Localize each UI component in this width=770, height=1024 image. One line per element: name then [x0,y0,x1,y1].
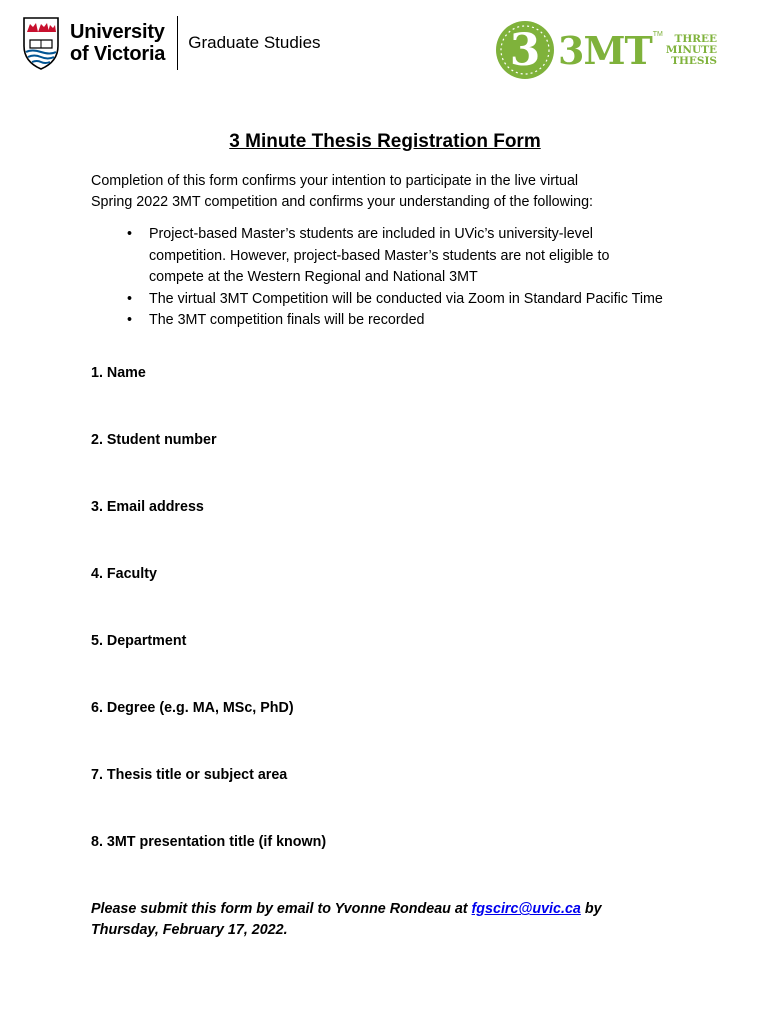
list-item [91,289,711,311]
uvic-wordmark [70,21,165,65]
list-item-line: competition. However, project-based Master’s students are not eligible to [149,247,610,264]
unit-name: Graduate Studies [188,33,321,52]
list-item-line: compete at the Western Regional and National 3MT [149,269,478,285]
instructions-line-1 [91,899,691,920]
form-title: 3 Minute Thesis Registration Form [229,131,541,152]
bullet-icon: • [127,290,133,307]
list-item [91,224,711,289]
deadline-text: Thursday, February 17, 2022. [91,922,288,938]
three-minute-thesis-logo [494,19,717,81]
conditions-list [91,224,711,332]
uvic-name-line2: of Victoria [70,43,166,65]
instructions-text: by [580,901,602,917]
tmt-word: MINUTE [665,43,717,56]
list-item-line: Project-based Master’s students are included in UVic’s university-level [149,226,593,242]
field-label-thesis-title: 7. Thesis title or subject area [91,767,288,783]
list-item [91,310,711,332]
field-label-email: 3. Email address [91,499,204,515]
list-item-line: The virtual 3MT Competition will be conducted via Zoom in Standard Pacific Time [149,290,663,307]
field-label-faculty: 4. Faculty [91,566,157,582]
svg-text:3: 3 [509,25,541,76]
field-label-student-number: 2. Student number [91,432,217,448]
bullet-icon: • [127,226,133,242]
tmt-word: THESIS [671,54,717,67]
tmt-word: THREE [674,32,717,45]
stopwatch-three-icon [494,19,556,81]
logo-divider [177,16,178,70]
intro-line: Spring 2022 3MT competition and confirms your understanding of the following: [91,193,594,210]
tmt-mark-text: 3MT [558,27,652,73]
intro-paragraph [91,171,691,212]
field-label-presentation-title: 8. 3MT presentation title (if known) [91,834,327,850]
field-label-department: 5. Department [91,633,187,649]
field-label-degree: 6. Degree (e.g. MA, MSc, PhD) [91,700,294,716]
submission-instructions [91,899,691,941]
bullet-icon: • [127,312,133,328]
uvic-name-line1: University [70,21,165,43]
intro-line: Completion of this form confirms your intention to participate in the live virtual [91,173,579,189]
list-item-line: The 3MT competition finals will be recorded [149,312,425,328]
instructions-text: Please submit this form by email to Yvonne Rondeau at [91,901,472,917]
field-label-name: 1. Name [91,365,146,381]
uvic-crest-icon [22,16,60,70]
trademark-symbol: TM [652,31,663,38]
email-link[interactable]: fgscirc@uvic.ca [471,901,581,917]
tmt-words [666,34,717,67]
uvic-logo [22,16,321,70]
